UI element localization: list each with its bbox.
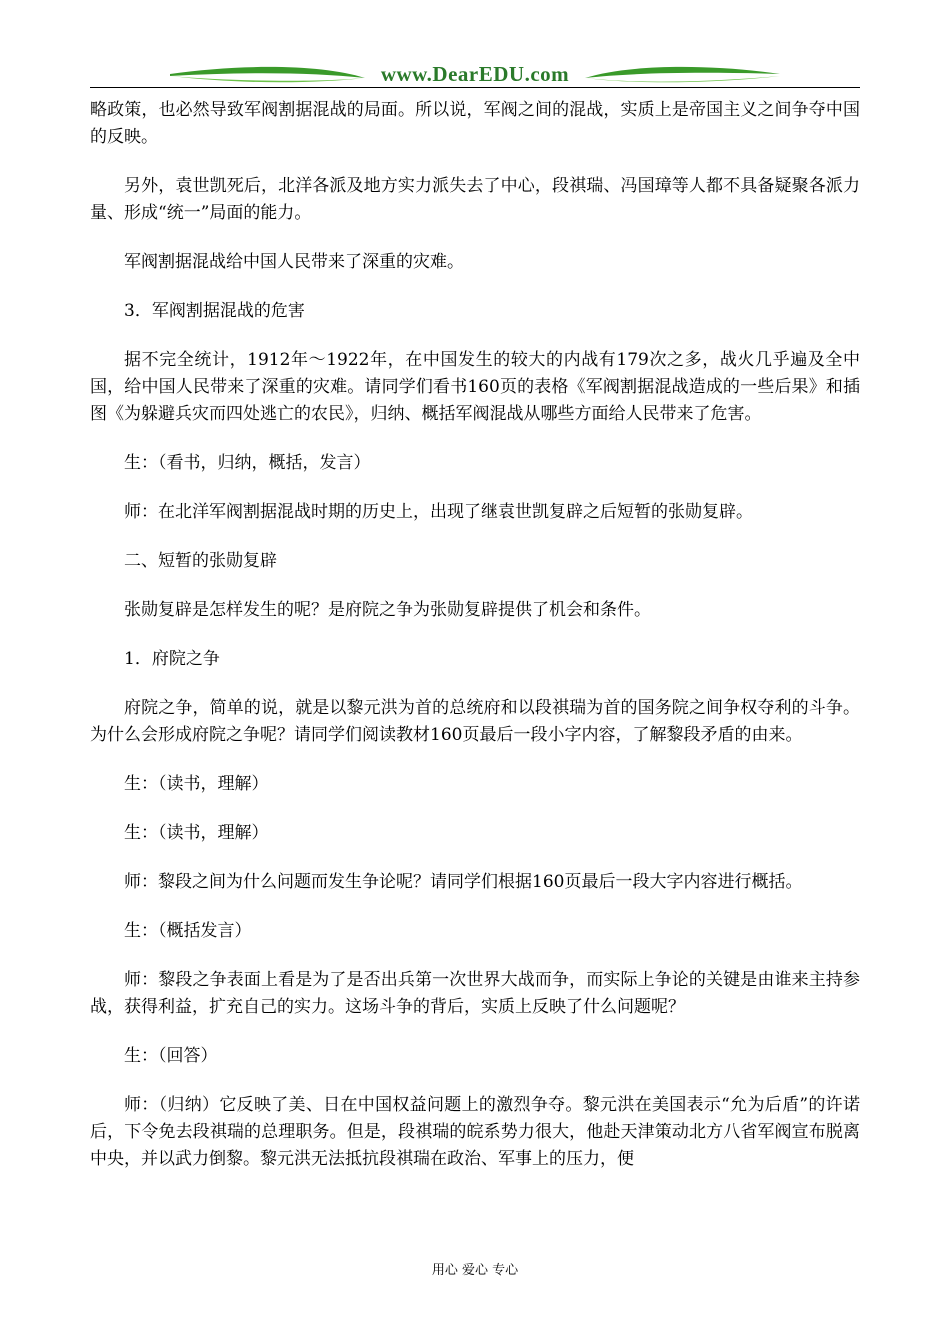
paragraph: 生：（回答） — [124, 1046, 218, 1066]
site-url: www.DearEDU.com — [380, 62, 570, 86]
paragraph: 生：（概括发言） — [124, 921, 252, 941]
paragraph: 府院之争，简单的说，就是以黎元洪为首的总统府和以段祺瑞为首的国务院之间争权夺利的斗争。为什么会形成府院之争呢？请同学们阅读教材160页最后一段小字内容，了解黎段矛盾的由来。 — [90, 698, 860, 745]
page-footer: 用心 爱心 专心 — [431, 1263, 519, 1278]
paragraph: 据不完全统计，1912年～1922年，在中国发生的较大的内战有179次之多，战火几乎遍及全中国，给中国人民带来了深重的灾难。请同学们看书160页的表格《军阀割据混战造成的一些后果》和插图《为躲避兵灾而四处逃亡的农民》，归纳、概括军阀混战从哪些方面给人民带来了危害。 — [90, 350, 860, 424]
paragraph: 生：（读书，理解） — [124, 774, 269, 794]
paragraph: 师：（归纳）它反映了美、日在中国权益问题上的激烈争夺。黎元洪在美国表示“允为后盾”的许诺后，下令免去段祺瑞的总理职务。但是，段祺瑞的皖系势力很大，他赴天津策动北方八省军阀宣布脱离中央，并以武力倒黎。黎元洪无法抵抗段祺瑞在政治、军事上的压力，便 — [90, 1095, 860, 1169]
header-rule — [90, 87, 860, 88]
paragraph: 1．府院之争 — [124, 649, 220, 669]
paragraph: 二、短暂的张勋复辟 — [124, 551, 277, 571]
paragraph: 3．军阀割据混战的危害 — [124, 301, 305, 321]
paragraph: 略政策，也必然导致军阀割据混战的局面。所以说，军阀之间的混战，实质上是帝国主义之间争夺中国的反映。 — [90, 100, 860, 147]
paragraph: 另外，袁世凯死后，北洋各派及地方实力派失去了中心，段祺瑞、冯国璋等人都不具备疑聚各派力量、形成“统一”局面的能力。 — [90, 176, 860, 223]
document-body — [90, 97, 860, 1173]
paragraph: 生：（读书，理解） — [124, 823, 269, 843]
paragraph: 生：（看书，归纳，概括，发言） — [124, 453, 371, 473]
paragraph: 师：黎段之争表面上看是为了是否出兵第一次世界大战而争，而实际上争论的关键是由谁来主持参战，获得利益，扩充自己的实力。这场斗争的背后，实质上反映了什么问题呢？ — [90, 970, 860, 1017]
paragraph: 师：在北洋军阀割据混战时期的历史上，出现了继袁世凯复辟之后短暂的张勋复辟。 — [124, 502, 753, 522]
paragraph: 军阀割据混战给中国人民带来了深重的灾难。 — [124, 252, 464, 272]
paragraph: 师：黎段之间为什么问题而发生争论呢？请同学们根据160页最后一段大字内容进行概括。 — [124, 872, 803, 892]
paragraph: 张勋复辟是怎样发生的呢？是府院之争为张勋复辟提供了机会和条件。 — [124, 600, 651, 620]
